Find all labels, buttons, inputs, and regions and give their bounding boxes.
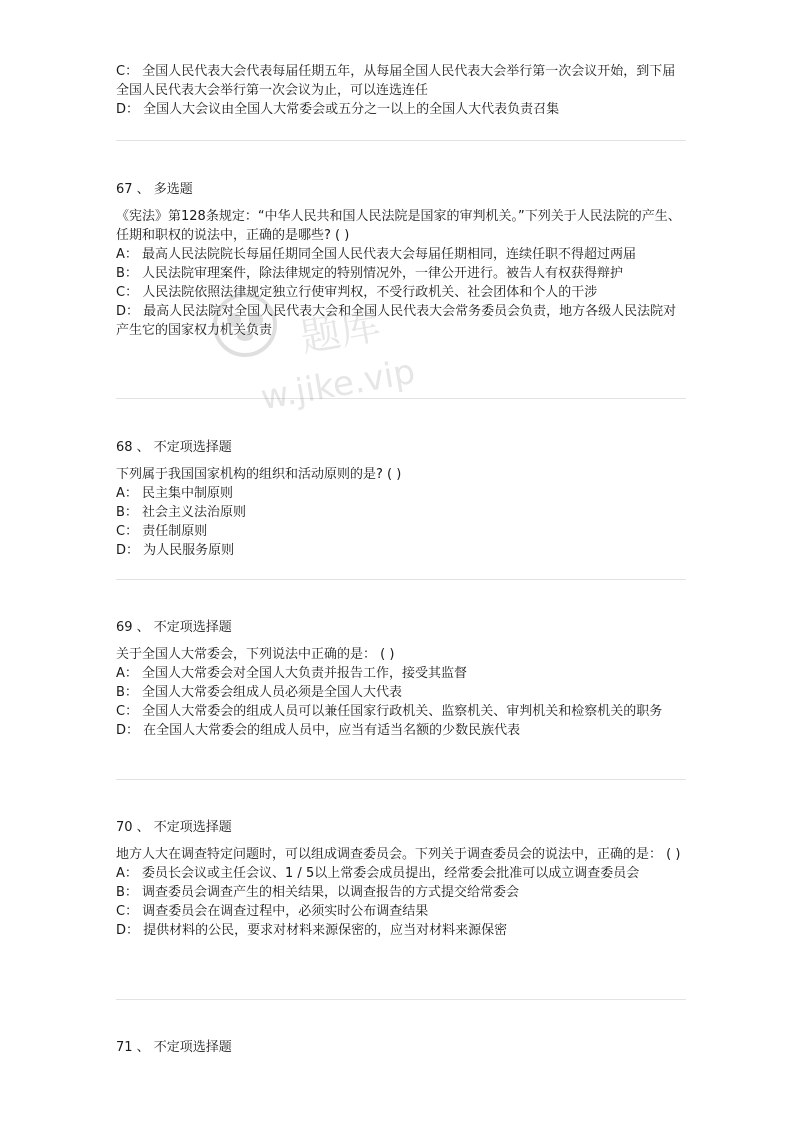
watermark-url: w.jike.vip	[257, 351, 419, 419]
option-c[interactable]: C： 人民法院依照法律规定独立行使审判权，不受行政机关、社会团体和个人的干涉	[116, 285, 598, 300]
question-header: 70 、 不定项选择题	[116, 820, 232, 835]
question-69	[116, 618, 686, 740]
option-a[interactable]: A： 委员长会议或主任会议、1 / 5以上常委会成员提出，经常委会批准可以成立调查委员会	[116, 866, 640, 881]
watermark-text: 题库	[297, 302, 384, 362]
divider	[116, 779, 686, 780]
option-c[interactable]: C： 调查委员会在调查过程中，必须实时公布调查结果	[116, 904, 429, 919]
option-a[interactable]: A： 全国人大常委会对全国人大负责并报告工作，接受其监督	[116, 666, 468, 681]
option-b[interactable]: B： 人民法院审理案件，除法律规定的特别情况外，一律公开进行。被告人有权获得辩护	[116, 266, 624, 281]
question-stem: 地方人大在调查特定问题时，可以组成调查委员会。下列关于调查委员会的说法中，正确的是： ( )	[116, 847, 681, 862]
question-stem: 下列属于我国国家机构的组织和活动原则的是? ( )	[116, 467, 402, 482]
option-d: D： 全国人大会议由全国人大常委会或五分之一以上的全国人大代表负责召集	[116, 102, 560, 117]
question-stem: 关于全国人大常委会，下列说法中正确的是： ( )	[116, 647, 395, 662]
prev-question-options	[116, 62, 686, 119]
divider	[116, 579, 686, 580]
question-71	[116, 1038, 686, 1057]
option-d[interactable]: D： 在全国人大常委会的组成人员中，应当有适当名额的少数民族代表	[116, 723, 521, 738]
option-b[interactable]: B： 社会主义法治原则	[116, 505, 247, 520]
question-67	[116, 180, 686, 340]
divider	[116, 398, 686, 399]
option-c[interactable]: C： 全国人大常委会的组成人员可以兼任国家行政机关、监察机关、审判机关和检察机关的职务	[116, 704, 663, 719]
option-a[interactable]: A： 最高人民法院院长每届任期同全国人民代表大会每届任期相同，连续任职不得超过两届	[116, 247, 637, 262]
question-header: 71 、 不定项选择题	[116, 1040, 232, 1055]
option-d[interactable]: D： 为人民服务原则	[116, 543, 235, 558]
option-b[interactable]: B： 全国人大常委会组成人员必须是全国人大代表	[116, 685, 403, 700]
question-header: 67 、 多选题	[116, 182, 193, 197]
option-d[interactable]: D： 提供材料的公民，要求对材料来源保密的，应当对材料来源保密	[116, 923, 508, 938]
question-header: 68 、 不定项选择题	[116, 440, 232, 455]
option-b[interactable]: B： 调查委员会调查产生的相关结果，以调查报告的方式提交给常委会	[116, 885, 520, 900]
option-c: C： 全国人民代表大会代表每届任期五年，从每届全国人民代表大会举行第一次会议开始，到下届全国人民代表大会举行第一次会议为止，可以连选连任	[116, 64, 676, 98]
question-70	[116, 818, 686, 940]
question-68	[116, 438, 686, 560]
option-a[interactable]: A： 民主集中制原则	[116, 486, 234, 501]
question-stem: 《宪法》第128条规定：“中华人民共和国人民法院是国家的审判机关。”下列关于人民法院的产生、任期和职权的说法中，正确的是哪些? ( )	[116, 209, 681, 243]
question-header: 69 、 不定项选择题	[116, 620, 232, 635]
option-c[interactable]: C： 责任制原则	[116, 524, 208, 539]
divider	[116, 999, 686, 1000]
divider	[116, 140, 686, 141]
option-d[interactable]: D： 最高人民法院对全国人民代表大会和全国人民代表大会常务委员会负责，地方各级人民法院对产生它的国家权力机关负责	[116, 304, 677, 338]
